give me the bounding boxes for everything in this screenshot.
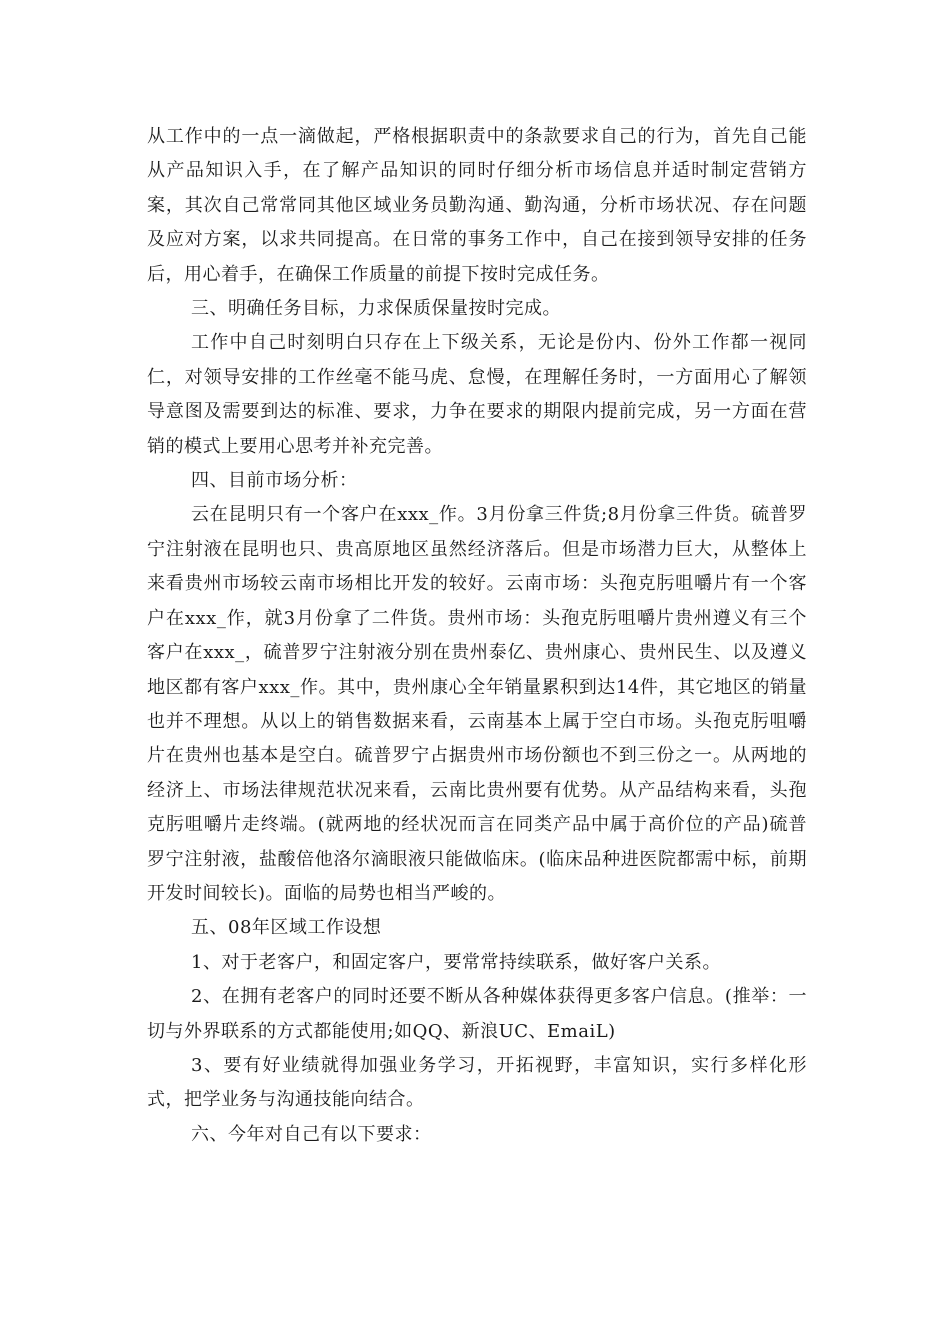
section-heading-task-goals: 三、明确任务目标，力求保质保量按时完成。: [191, 298, 561, 320]
paragraph-market-analysis: 云在昆明只有一个客户在xxx_作。3月份拿三件货;8月份拿三件货。硫普罗宁注射液在昆明也只、贵高原地区虽然经济落后。但是市场潜力巨大，从整体上来看贵州市场较云南市场相比开发的较好。云南市场：头孢克肟咀嚼片有一个客户在xxx_作，就3月份拿了二件货。贵州市场：头孢克肟咀嚼片贵州遵义有三个客户在xxx_，硫普罗宁注射液分别在贵州泰亿、贵州康心、贵州民生、以及遵义地区都有客户xxx_作。其中，贵州康心全年销量累积到达14件，其它地区的销量也并不理想。从以上的销售数据来看，云南基本上属于空白市场。头孢克肟咀嚼片在贵州也基本是空白。硫普罗宁占据贵州市场份额也不到三份之一。从两地的经济上、市场法律规范状况来看，云南比贵州要有优势。从产品结构来看，头孢克肟咀嚼片走终端。(就两地的经状况而言在同类产品中属于高价位的产品)硫普罗宁注射液，盐酸倍他洛尔滴眼液只能做临床。(临床品种进医院都需中标，前期开发时间较长)。面临的局势也相当严峻的。: [147, 504, 807, 904]
document-body: [147, 120, 807, 1152]
list-item-old-clients: 1、对于老客户，和固定客户，要常常持续联系，做好客户关系。: [191, 951, 721, 973]
list-item-new-clients: 2、在拥有老客户的同时还要不断从各种媒体获得更多客户信息。(推举：一切与外界联系的方式都能使用;如QQ、新浪UC、EmaiL): [147, 986, 807, 1042]
paragraph-work-attitude: 从工作中的一点一滴做起，严格根据职责中的条款要求自己的行为，首先自己能从产品知识入手，在了解产品知识的同时仔细分析市场信息并适时制定营销方案，其次自己常常同其他区域业务员勤沟通、勤沟通，分析市场状况、存在问题及应对方案，以求共同提高。在日常的事务工作中，自己在接到领导安排的任务后，用心着手，在确保工作质量的前提下按时完成任务。: [147, 126, 807, 285]
section-heading-self-requirements: 六、今年对自己有以下要求：: [191, 1123, 432, 1145]
list-item-learning: 3、要有好业绩就得加强业务学习，开拓视野，丰富知识，实行多样化形式，把学业务与沟通技能向结合。: [147, 1054, 807, 1111]
paragraph-task-goals: 工作中自己时刻明白只存在上下级关系，无论是份内、份外工作都一视同仁，对领导安排的工作丝毫不能马虎、怠慢，在理解任务时，一方面用心了解领导意图及需要到达的标准、要求，力争在要求的期限内提前完成，另一方面在营销的模式上要用心思考并补充完善。: [147, 332, 807, 457]
section-heading-regional-plan: 五、08年区域工作设想: [191, 917, 382, 939]
section-heading-market-analysis: 四、目前市场分析：: [191, 470, 358, 492]
